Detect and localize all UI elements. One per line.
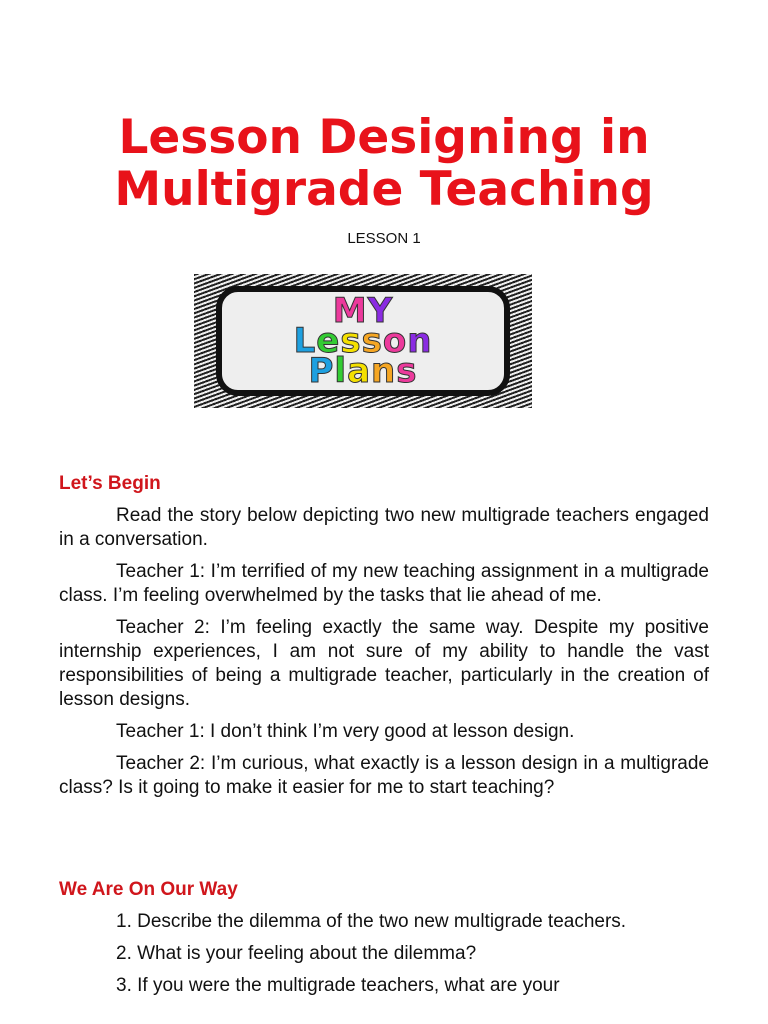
document-title	[0, 112, 768, 216]
list-item: 1. Describe the dilemma of the two new multigrade teachers.	[116, 911, 627, 932]
document-body	[59, 472, 709, 1006]
title-line: Multigrade Teaching	[114, 162, 654, 217]
banner-frame	[216, 286, 510, 396]
paragraph: Read the story below depicting two new multigrade teachers engaged in a conversation.	[59, 505, 709, 550]
banner-letter: s	[361, 321, 383, 361]
banner-letter: a	[347, 351, 372, 391]
banner-letter: Y	[367, 291, 394, 331]
banner-word	[308, 351, 418, 391]
paragraph: Teacher 1: I don’t think I’m very good at lesson design.	[116, 721, 575, 742]
section-heading-we-are-on-our-way: We Are On Our Way	[59, 879, 238, 900]
paragraph: Teacher 1: I’m terrified of my new teaching assignment in a multigrade class. I’m feeling overwhelmed by the tasks that lie ahead of me.	[59, 561, 709, 606]
banner-letter: s	[340, 321, 362, 361]
banner-letter: o	[382, 321, 408, 361]
lesson-label: LESSON 1	[347, 230, 421, 247]
banner-letter: n	[407, 321, 433, 361]
paragraph: Teacher 2: I’m curious, what exactly is a lesson design in a multigrade class? Is it going to make it easier for me to start teaching?	[59, 753, 709, 798]
banner-letter: s	[396, 351, 418, 391]
banner-letter: l	[334, 351, 348, 391]
title-line: Lesson Designing in	[118, 110, 650, 165]
banner-letter: M	[332, 291, 368, 331]
my-lesson-plans-banner-image	[194, 274, 532, 408]
banner-letter: P	[308, 351, 335, 391]
list-item: 3. If you were the multigrade teachers, what are your	[116, 975, 560, 996]
banner-letter: e	[316, 321, 341, 361]
banner-letter: L	[293, 321, 317, 361]
list-item: 2. What is your feeling about the dilemma?	[116, 943, 477, 964]
paragraph: Teacher 2: I’m feeling exactly the same way. Despite my positive internship experiences, I am not sure of my ability to handle the vast responsibilities of being a multigrade teacher, particularly in the creation of lesson designs.	[59, 617, 709, 710]
banner-letter: n	[371, 351, 397, 391]
section-heading-lets-begin: Let’s Begin	[59, 473, 161, 494]
